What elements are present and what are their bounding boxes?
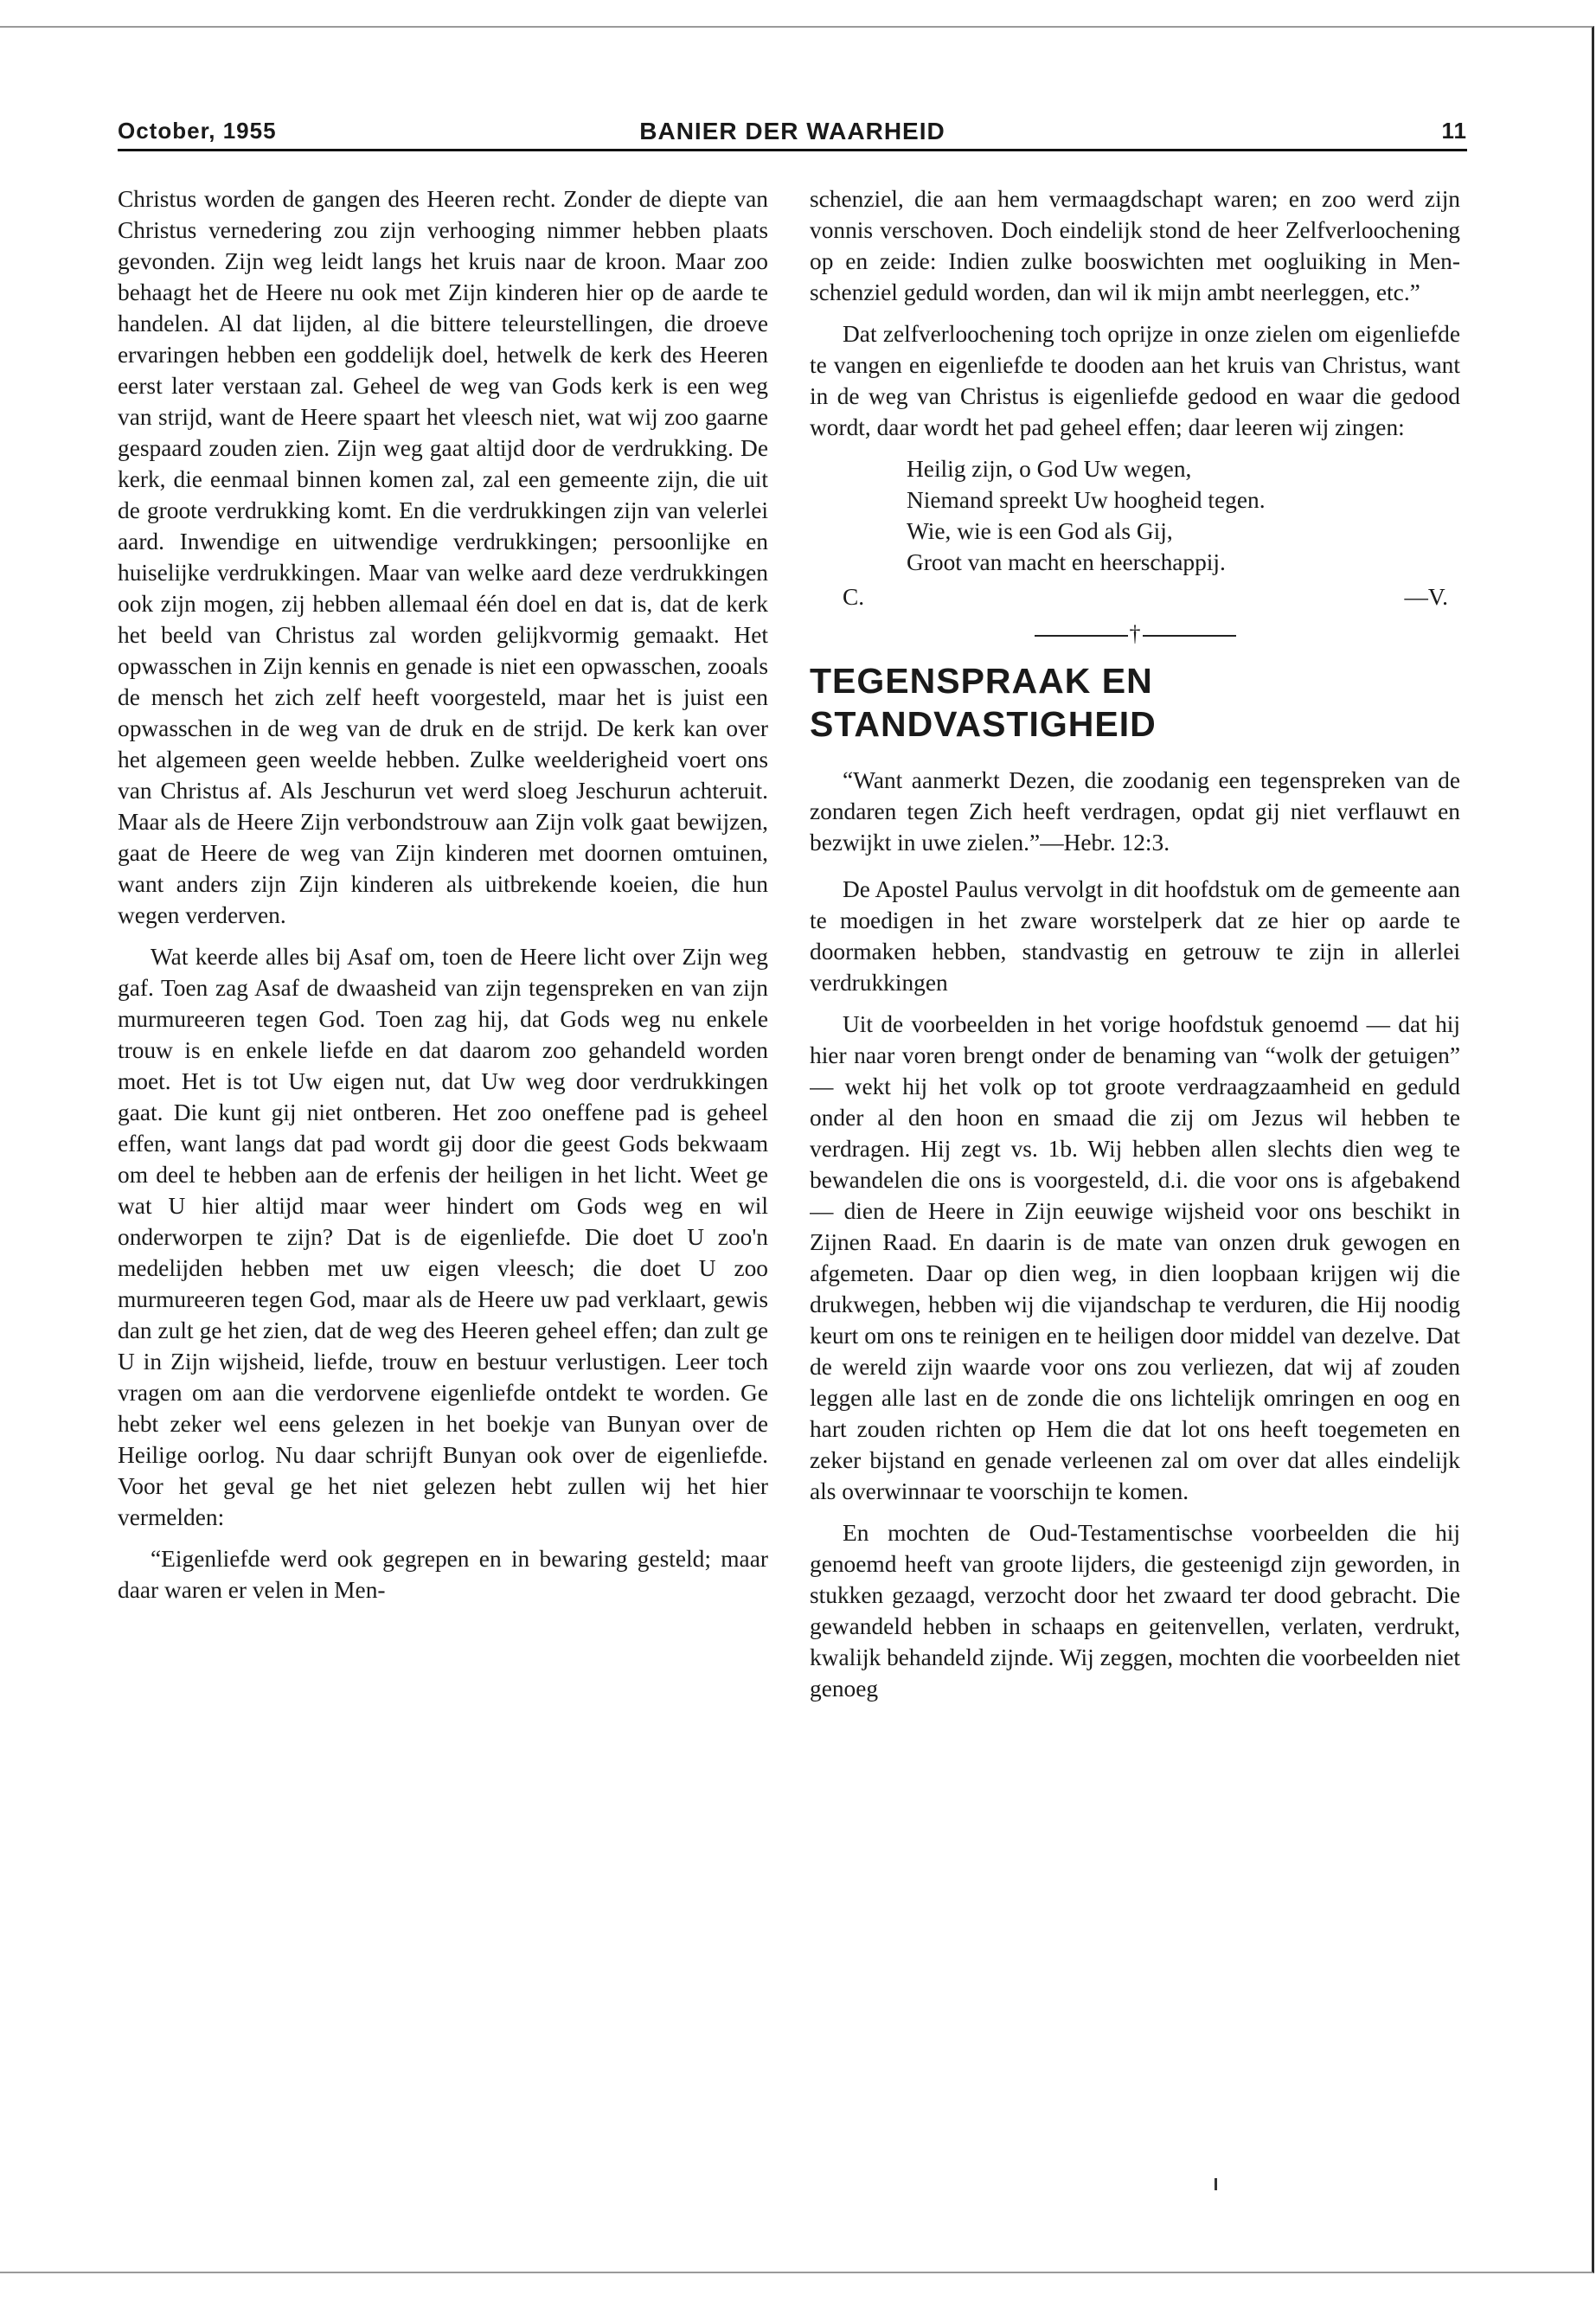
signature-initial-left: C.	[843, 584, 865, 610]
article-signature	[810, 581, 1460, 612]
paragraph: Dat zelfverloochening toch oprijze in onze zielen om eigenliefde te vangen en eigenliefde te dooden aan het kruis van Christus, want in de weg van Christus is eigenliefde gedood en waar die gedood wordt, daar wordt het pad geheel effen; daar leeren wij zingen:	[810, 321, 1460, 440]
article-heading	[810, 659, 1460, 746]
left-column	[118, 183, 768, 2242]
publication-title: BANIER DER WAARHEID	[639, 118, 945, 144]
paragraph: Christus worden de gangen des Heeren recht. Zonder de diepte van Christus vernedering zou zijn verhooging nimmer hebben plaats gevonden. Zijn weg leidt langs het kruis naar de kroon. Maar zoo behaagt het de Heere nu ook met Zijn kinderen hier op de aarde te handelen. Al dat lijden, al die bittere teleurstellingen, die droeve ervaringen hebben een goddelijk doel, hetwelk de kerk des Heeren eerst later verstaan zal. Geheel de weg van Gods kerk is een weg van strijd, want de Heere spaart het vleesch niet, wat wij zoo gaarne gespaard zouden zien. Zijn weg gaat altijd door de verdrukking. De kerk, die eenmaal binnen komen zal, zal een gemeente zijn, die uit de groote verdrukking komt. En die verdrukkingen zijn van velerlei aard. Inwendige en uitwendige verdrukkingen; persoonlijke en huiselijke verdrukkingen. Maar van welke aard deze verdrukkingen ook zijn mogen, zij hebben allemaal één doel en dat is, dat de kerk het beeld van Christus zal worden gelijkvormig gemaakt. Het opwasschen in Zijn kennis en genade is niet een opwasschen, zooals de mensch het zich zelf heeft voorgesteld, maar het is juist een opwasschen in de weg van de druk en de strijd. De kerk kan over het algemeen geen weelde hebben. Zulke weelderigheid voert ons van Christus af. Als Jeschurun vet werd sloeg Jeschurun achteruit. Maar als de Heere Zijn verbondstrouw aan Zijn volk gaat bewijzen, gaat de Heere de weg van Zijn kinderen met doornen omtuinen, want anders zijn Zijn kinderen als uitbrekende koeien, die hun wegen verderven.	[118, 186, 768, 928]
paragraph: En mochten de Oud-Testamentischse voorbeelden die hij genoemd heeft van groote lijders, die gesteenigd zijn geworden, in stukken gezaagd, verzocht door het zwaard ter dood gebracht. Die gewandeld hebben in schaaps en geitenvellen, verlaten, verdrukt, kwalijk behandeld zijnde. Wij zeggen, mochten die voorbeelden niet genoeg	[810, 1520, 1460, 1702]
section-divider	[810, 621, 1460, 647]
running-header	[118, 111, 1467, 149]
right-column	[810, 183, 1460, 2242]
hymn-verse	[907, 453, 1460, 578]
divider-line	[1143, 635, 1236, 637]
verse-line: Wie, wie is een God als Gij,	[907, 518, 1173, 544]
verse-line: Groot van macht en heerschappij.	[907, 549, 1226, 575]
paragraph: Wat keerde alles bij Asaf om, toen de Heere licht over Zijn weg gaf. Toen zag Asaf de dwaasheid van zijn tegenspreken en van zijn murmureеren tegen God. Toen zag hij, dat Gods weg nu enkele trouw is en enkele liefde en dat daarom zoo gehandeld worden moet. Het is tot Uw eigen nut, dat Uw weg door verdrukkingen gaat. Die kunt gij niet ontberen. Het zoo oneffene pad is geheel effen, want langs dat pad wordt gij door die geest Gods bekwaam om deel te hebben aan de erfenis der heiligen in het licht. Weet ge wat U hier altijd maar weer hindert om Gods weg en wil onderworpen te zijn? Dat is de eigenliefde. Die doet U zoo'n medelijden hebben met uw eigen vleesch; die doet U zoo murmureeren tegen God, maar als de Heere uw pad verklaart, gewis dan zult ge het zien, dat de weg des Heeren geheel effen; dan zult ge U in Zijn wijsheid, liefde, trouw en bestuur verlustigen. Leer toch vragen om aan die verdorvene eigenliefde ontdekt te worden. Ge hebt zeker wel eens gelezen in het boekje van Bunyan over de Heilige oorlog. Nu daar schrijft Bunyan ook over de eigenliefde. Voor het geval ge het niet gelezen hebt zullen wij het hier vermelden:	[118, 944, 768, 1530]
dagger-icon: †	[1129, 621, 1141, 646]
heading-line: STANDVASTIGHEID	[810, 704, 1157, 744]
page-number: 11	[1441, 118, 1467, 144]
paragraph: schenziel, die aan hem vermaagdschapt waren; en zoo werd zijn vonnis verschoven. Doch eindelijk stond de heer Zelfverloochening op en zeide: Indien zulke booswichten met oogluiking in Menschenziel geduld worden, dan wil ik mijn ambt neerleggen, etc.”	[810, 186, 1460, 305]
scripture-quote: “Want aanmerkt Dezen, die zoodanig een tegenspreken van de zondaren tegen Zich heeft verdragen, opdat gij niet verflauwt en bezwijkt in uwe zielen.”—Hebr. 12:3.	[810, 767, 1460, 856]
issue-date: October, 1955	[118, 118, 277, 144]
divider-line	[1035, 635, 1128, 637]
paragraph: “Eigenliefde werd ook gegrepen en in bewaring gesteld; maar daar waren er velen in Men-	[118, 1546, 768, 1603]
heading-line: TEGENSPRAAK EN	[810, 661, 1153, 701]
header-rule	[118, 149, 1467, 151]
signature-initial-right: —V.	[1404, 584, 1448, 610]
verse-line: Heilig zijn, o God Uw wegen,	[907, 456, 1192, 482]
paragraph: Uit de voorbeelden in het vorige hoofdstuk genoemd — dat hij hier naar voren brengt onder de benaming van “wolk der getuigen” — wekt hij het volk op tot groote verdraagzaamheid en geduld onder al den hoon en smaad die zij om Jezus wil hebben te verdragen. Hij zegt vs. 1b. Wij hebben allen slechts dien weg te bewandelen die ons is voorgesteld, d.i. die voor ons is afgebakend — dien de Heere in Zijn eeuwige wijsheid voor ons beschikt in Zijnen Raad. En daarin is de mate van onzen druk gewogen en afgemeten. Daar op dien weg, in dien loopbaan krijgen wij die drukwegen, hebben wij die vijandschap te verduren, die Hij noodig keurt om ons te reinigen en te heiligen door middel van dezelve. Dat de wereld zijn waarde voor ons zou verliezen, dat wij af zouden leggen alle last en de zonde die ons lichtelijk omringen en oog en hart zouden richten op Hem die dat lot ons heeft toegemeten en zeker bijstand en genade verleenen zal om over dat alles eindelijk als overwinnaar te voorschijn te komen.	[810, 1011, 1460, 1504]
scan-speck	[1215, 2178, 1217, 2190]
paragraph: De Apostel Paulus vervolgt in dit hoofdstuk om de gemeente aan te moedigen in het zware worstelperk dat ze hier op aarde te doormaken hebben, standvastig en getrouw te zijn in allerlei verdrukkingen	[810, 876, 1460, 996]
verse-line: Niemand spreekt Uw hoogheid tegen.	[907, 487, 1266, 513]
